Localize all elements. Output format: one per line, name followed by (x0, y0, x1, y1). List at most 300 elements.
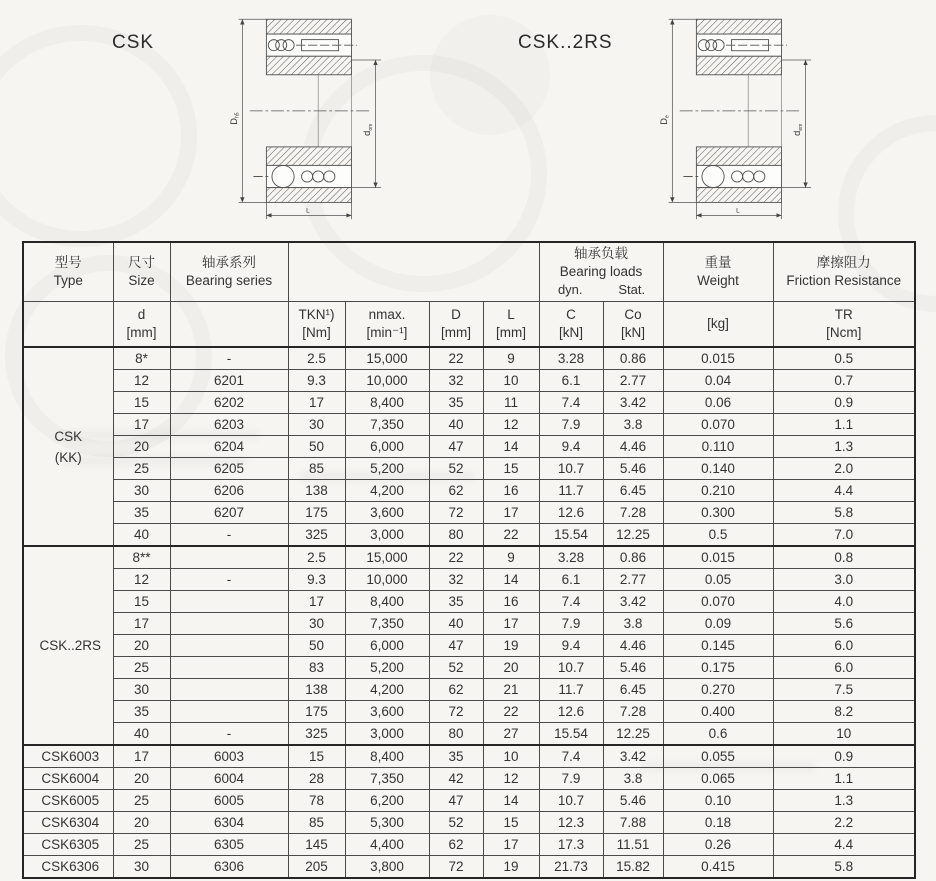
cell-d: 17 (113, 613, 170, 635)
table-row (23, 723, 915, 746)
cell-d: 25 (113, 834, 170, 856)
cell-C: 11.7 (539, 480, 603, 502)
cell-nmax: 7,350 (345, 613, 429, 635)
cell-nmax: 10,000 (345, 569, 429, 591)
sub-symbol: D (451, 307, 461, 323)
cell-weight: 0.18 (663, 812, 773, 834)
cell-series: 6203 (170, 414, 288, 436)
sub-unit: [kg] (707, 316, 729, 332)
cell-nmax: 6,000 (345, 635, 429, 657)
subheader-nmax (345, 302, 429, 348)
cell-L: 17 (483, 502, 539, 524)
cell-d: 20 (113, 635, 170, 657)
cell-nmax: 8,400 (345, 745, 429, 768)
cell-D: 52 (429, 657, 483, 679)
col-header-friction (773, 242, 915, 302)
cell-d: 8* (113, 347, 170, 370)
dim-subscript: e (664, 115, 671, 119)
bearing-section (680, 19, 800, 202)
cell-Co: 2.77 (603, 370, 663, 392)
table-row (23, 347, 915, 370)
cell-tr: 4.4 (773, 480, 915, 502)
cell-tkn: 2.5 (288, 546, 345, 569)
cell-L: 16 (483, 480, 539, 502)
cell-series (170, 613, 288, 635)
cell-C: 15.54 (539, 524, 603, 547)
cell-tkn: 17 (288, 591, 345, 613)
cell-tr: 4.0 (773, 591, 915, 613)
cell-C: 7.9 (539, 414, 603, 436)
subheader-kg (663, 302, 773, 348)
cell-series: 6207 (170, 502, 288, 524)
cell-L: 10 (483, 745, 539, 768)
cell-tkn: 325 (288, 723, 345, 746)
cell-D: 47 (429, 790, 483, 812)
cell-tkn: 85 (288, 812, 345, 834)
cell-Co: 3.8 (603, 613, 663, 635)
cell-Co: 4.46 (603, 436, 663, 458)
cell-Co: 11.51 (603, 834, 663, 856)
bearing-spec-table (22, 241, 916, 879)
header-row-1 (23, 242, 915, 302)
cell-Co: 5.46 (603, 790, 663, 812)
sub-unit: [kN] (620, 325, 645, 340)
subheader-L (483, 302, 539, 348)
cell-tr: 0.7 (773, 370, 915, 392)
cell-weight: 0.015 (663, 347, 773, 370)
cell-series: 6304 (170, 812, 288, 834)
cell-Co: 0.86 (603, 347, 663, 370)
cell-C: 12.6 (539, 502, 603, 524)
table-row (23, 657, 915, 679)
col-header-loads (539, 242, 663, 302)
loads-dyn-label: dyn. (557, 282, 583, 298)
dim-letter: d (362, 130, 372, 136)
subheader-C (539, 302, 603, 348)
table-row (23, 812, 915, 834)
cell-L: 9 (483, 347, 539, 370)
cell-tr: 1.1 (773, 414, 915, 436)
cell-L: 15 (483, 458, 539, 480)
bearing-section (250, 19, 370, 202)
cell-C: 7.4 (539, 745, 603, 768)
cell-L: 21 (483, 679, 539, 701)
cell-series (170, 546, 288, 569)
cell-nmax: 15,000 (345, 347, 429, 370)
cell-tr: 10 (773, 723, 915, 746)
cell-series: 6003 (170, 745, 288, 768)
cell-nmax: 3,600 (345, 701, 429, 723)
figure-label-csk: CSK (112, 32, 155, 53)
sub-symbol: nmax. (368, 307, 406, 323)
cell-Co: 7.28 (603, 701, 663, 723)
cell-d: 15 (113, 591, 170, 613)
cell-Co: 0.86 (603, 546, 663, 569)
cell-C: 9.4 (539, 635, 603, 657)
type-label: CSK6004 (23, 768, 113, 790)
cell-tkn: 50 (288, 635, 345, 657)
header-en: Bearing loads (559, 263, 643, 279)
cell-D: 62 (429, 834, 483, 856)
cell-D: 32 (429, 370, 483, 392)
cell-weight: 0.5 (663, 524, 773, 547)
table-row (23, 569, 915, 591)
cell-weight: 0.070 (663, 414, 773, 436)
cell-D: 35 (429, 745, 483, 768)
cell-L: 14 (483, 569, 539, 591)
cell-tkn: 145 (288, 834, 345, 856)
cell-nmax: 4,200 (345, 679, 429, 701)
cell-Co: 3.42 (603, 392, 663, 414)
outer-diameter-label (659, 115, 671, 125)
cell-d: 30 (113, 480, 170, 502)
sub-unit: [mm] (441, 325, 471, 340)
cell-C: 15.54 (539, 723, 603, 746)
cell-tkn: 9.3 (288, 370, 345, 392)
cell-tr: 6.0 (773, 635, 915, 657)
sub-symbol: C (566, 307, 576, 323)
cell-series (170, 657, 288, 679)
cell-D: 72 (429, 856, 483, 879)
cell-nmax: 3,000 (345, 524, 429, 547)
header-zh: 摩擦阻力 (816, 255, 871, 271)
cell-tr: 5.6 (773, 613, 915, 635)
header-en: Weight (697, 273, 739, 288)
cell-Co: 3.42 (603, 745, 663, 768)
table-row (23, 613, 915, 635)
loads-sublabels (540, 282, 663, 299)
cell-tkn: 30 (288, 613, 345, 635)
sub-symbol: Co (624, 307, 642, 323)
table-row (23, 834, 915, 856)
cell-weight: 0.10 (663, 790, 773, 812)
header-en: Size (128, 273, 155, 288)
cell-D: 22 (429, 546, 483, 569)
cell-weight: 0.06 (663, 392, 773, 414)
cell-Co: 5.46 (603, 657, 663, 679)
sub-symbol: TKN¹) (298, 307, 335, 323)
cell-L: 20 (483, 657, 539, 679)
cell-d: 17 (113, 414, 170, 436)
header-en: Friction Resistance (786, 273, 902, 288)
dim-letter: D (658, 118, 669, 125)
cell-D: 42 (429, 768, 483, 790)
header-en: Bearing series (185, 273, 273, 288)
cell-d: 20 (113, 768, 170, 790)
table-body (23, 347, 915, 878)
cell-tkn: 17 (288, 392, 345, 414)
cell-L: 12 (483, 414, 539, 436)
cell-Co: 15.82 (603, 856, 663, 879)
table-row (23, 546, 915, 569)
cell-Co: 7.88 (603, 812, 663, 834)
table-row (23, 856, 915, 879)
cell-L: 19 (483, 635, 539, 657)
outer-diameter-label (229, 112, 241, 125)
cell-series: 6202 (170, 392, 288, 414)
type-label: CSK6003 (23, 745, 113, 768)
watermark-ring (0, 25, 197, 247)
cell-d: 12 (113, 370, 170, 392)
cell-weight: 0.26 (663, 834, 773, 856)
cell-Co: 3.42 (603, 591, 663, 613)
cell-nmax: 7,350 (345, 414, 429, 436)
cell-nmax: 5,300 (345, 812, 429, 834)
cell-D: 47 (429, 635, 483, 657)
cell-D: 35 (429, 392, 483, 414)
cell-weight: 0.070 (663, 591, 773, 613)
table-row (23, 414, 915, 436)
table-row (23, 436, 915, 458)
loads-stat-label: Stat. (618, 282, 646, 298)
cell-tr: 7.5 (773, 679, 915, 701)
cell-Co: 6.45 (603, 679, 663, 701)
cell-Co: 12.25 (603, 524, 663, 547)
cell-weight: 0.140 (663, 458, 773, 480)
type-label: CSK6304 (23, 812, 113, 834)
cell-L: 11 (483, 392, 539, 414)
cell-tr: 0.9 (773, 392, 915, 414)
cell-tkn: 175 (288, 701, 345, 723)
col-header-size (113, 242, 170, 302)
subheader-series-empty (170, 302, 288, 348)
cell-series: 6205 (170, 458, 288, 480)
sub-unit: [mm] (126, 325, 157, 340)
cell-tkn: 28 (288, 768, 345, 790)
cell-C: 10.7 (539, 458, 603, 480)
cell-series: - (170, 569, 288, 591)
cell-L: 9 (483, 546, 539, 569)
cell-nmax: 3,000 (345, 723, 429, 746)
cell-nmax: 7,350 (345, 768, 429, 790)
cell-nmax: 4,400 (345, 834, 429, 856)
sub-unit: [kN] (558, 325, 583, 340)
cell-weight: 0.210 (663, 480, 773, 502)
cell-D: 80 (429, 723, 483, 746)
width-label: L (736, 207, 740, 215)
cell-tr: 2.0 (773, 458, 915, 480)
cell-tr: 0.5 (773, 347, 915, 370)
cell-C: 3.28 (539, 347, 603, 370)
cell-tkn: 85 (288, 458, 345, 480)
cell-weight: 0.300 (663, 502, 773, 524)
cell-weight: 0.055 (663, 745, 773, 768)
cell-series: 6204 (170, 436, 288, 458)
cell-nmax: 15,000 (345, 546, 429, 569)
cell-D: 22 (429, 347, 483, 370)
cell-L: 22 (483, 701, 539, 723)
cell-weight: 0.05 (663, 569, 773, 591)
cell-nmax: 8,400 (345, 392, 429, 414)
cell-nmax: 6,200 (345, 790, 429, 812)
cell-L: 16 (483, 591, 539, 613)
cell-nmax: 6,000 (345, 436, 429, 458)
header-zh: 轴承负载 (574, 246, 628, 261)
cell-D: 62 (429, 679, 483, 701)
cell-series (170, 591, 288, 613)
cell-tr: 5.8 (773, 502, 915, 524)
cell-C: 12.6 (539, 701, 603, 723)
cell-tr: 8.2 (773, 701, 915, 723)
cell-tkn: 15 (288, 745, 345, 768)
cell-series (170, 635, 288, 657)
cell-L: 22 (483, 524, 539, 547)
header-zh: 重量 (704, 255, 732, 271)
col-header-type (23, 242, 113, 302)
cell-C: 7.9 (539, 768, 603, 790)
cell-C: 10.7 (539, 657, 603, 679)
subheader-d (113, 302, 170, 348)
cell-L: 19 (483, 856, 539, 879)
sub-unit: [Ncm] (826, 325, 862, 340)
cell-D: 72 (429, 701, 483, 723)
type-label: CSK..2RS (23, 546, 113, 745)
cell-L: 17 (483, 613, 539, 635)
cell-nmax: 5,200 (345, 458, 429, 480)
header-en: Type (53, 273, 83, 288)
cell-Co: 7.28 (603, 502, 663, 524)
cell-tkn: 2.5 (288, 347, 345, 370)
subheader-type-empty (23, 302, 113, 348)
subheader-TR (773, 302, 915, 348)
cell-L: 15 (483, 812, 539, 834)
cell-d: 30 (113, 679, 170, 701)
cell-tr: 2.2 (773, 812, 915, 834)
cell-Co: 3.8 (603, 768, 663, 790)
cell-d: 20 (113, 812, 170, 834)
cell-d: 30 (113, 856, 170, 879)
cell-tkn: 78 (288, 790, 345, 812)
cell-D: 80 (429, 524, 483, 547)
cell-tkn: 50 (288, 436, 345, 458)
cell-weight: 0.6 (663, 723, 773, 746)
cell-weight: 0.04 (663, 370, 773, 392)
cell-C: 6.1 (539, 569, 603, 591)
type-label: CSK6306 (23, 856, 113, 879)
cell-d: 35 (113, 502, 170, 524)
subheader-tkn (288, 302, 345, 348)
cell-weight: 0.145 (663, 635, 773, 657)
table-row (23, 701, 915, 723)
cell-C: 3.28 (539, 546, 603, 569)
cell-series: 6306 (170, 856, 288, 879)
cell-C: 6.1 (539, 370, 603, 392)
cell-D: 32 (429, 569, 483, 591)
cell-weight: 0.415 (663, 856, 773, 879)
table-row (23, 635, 915, 657)
sub-symbol: d (137, 307, 146, 323)
cell-tr: 1.1 (773, 768, 915, 790)
cell-C: 17.3 (539, 834, 603, 856)
header-zh: 轴承系列 (202, 255, 256, 271)
cell-d: 8** (113, 546, 170, 569)
cell-nmax: 3,600 (345, 502, 429, 524)
width-label: L (306, 207, 310, 215)
cell-C: 7.4 (539, 392, 603, 414)
bearing-drawing-csk2rs (652, 6, 837, 224)
cell-nmax: 8,400 (345, 591, 429, 613)
cell-C: 7.4 (539, 591, 603, 613)
table-row (23, 392, 915, 414)
cell-C: 11.7 (539, 679, 603, 701)
cell-Co: 6.45 (603, 480, 663, 502)
cell-tkn: 83 (288, 657, 345, 679)
cell-Co: 2.77 (603, 569, 663, 591)
cell-L: 17 (483, 834, 539, 856)
cell-series: 6305 (170, 834, 288, 856)
sub-symbol: L (507, 307, 515, 323)
table-row (23, 679, 915, 701)
cell-series: - (170, 723, 288, 746)
cell-L: 14 (483, 790, 539, 812)
cell-Co: 12.25 (603, 723, 663, 746)
cell-D: 72 (429, 502, 483, 524)
sub-symbol: TR (834, 307, 853, 323)
col-header-weight (663, 242, 773, 302)
header-zh: 尺寸 (128, 255, 155, 271)
table-row (23, 458, 915, 480)
cell-D: 52 (429, 458, 483, 480)
cell-series (170, 679, 288, 701)
cell-nmax: 10,000 (345, 370, 429, 392)
cell-Co: 5.46 (603, 458, 663, 480)
table-row (23, 745, 915, 768)
cell-L: 12 (483, 768, 539, 790)
cell-tkn: 138 (288, 679, 345, 701)
cell-weight: 0.175 (663, 657, 773, 679)
cell-tr: 6.0 (773, 657, 915, 679)
cell-D: 40 (429, 613, 483, 635)
cell-C: 21.73 (539, 856, 603, 879)
bore-diameter-label (362, 124, 374, 136)
cell-weight: 0.400 (663, 701, 773, 723)
cell-C: 12.3 (539, 812, 603, 834)
cell-weight: 0.110 (663, 436, 773, 458)
table-row (23, 480, 915, 502)
cell-d: 12 (113, 569, 170, 591)
type-label: CSK (KK) (23, 347, 113, 546)
cell-weight: 0.09 (663, 613, 773, 635)
cell-series (170, 701, 288, 723)
subheader-Co (603, 302, 663, 348)
dim-subscript: em (797, 123, 804, 131)
cell-series: 6005 (170, 790, 288, 812)
sub-unit: [mm] (496, 325, 526, 340)
cell-D: 35 (429, 591, 483, 613)
cell-d: 25 (113, 790, 170, 812)
col-header-spacer (288, 242, 539, 302)
sub-unit: [min⁻¹] (366, 325, 408, 340)
cell-d: 25 (113, 458, 170, 480)
table-row (23, 768, 915, 790)
dim-letter: D (228, 118, 239, 125)
table-row (23, 502, 915, 524)
cell-D: 47 (429, 436, 483, 458)
col-header-series (170, 242, 288, 302)
cell-tr: 5.8 (773, 856, 915, 879)
cell-tkn: 325 (288, 524, 345, 547)
cell-D: 62 (429, 480, 483, 502)
bearing-drawing-csk (222, 6, 407, 224)
cell-nmax: 5,200 (345, 657, 429, 679)
cell-tr: 0.9 (773, 745, 915, 768)
cell-weight: 0.065 (663, 768, 773, 790)
subheader-D (429, 302, 483, 348)
cell-C: 9.4 (539, 436, 603, 458)
dim-subscript: om (367, 123, 374, 131)
dim-subscript: h5 (234, 112, 241, 119)
cell-L: 14 (483, 436, 539, 458)
